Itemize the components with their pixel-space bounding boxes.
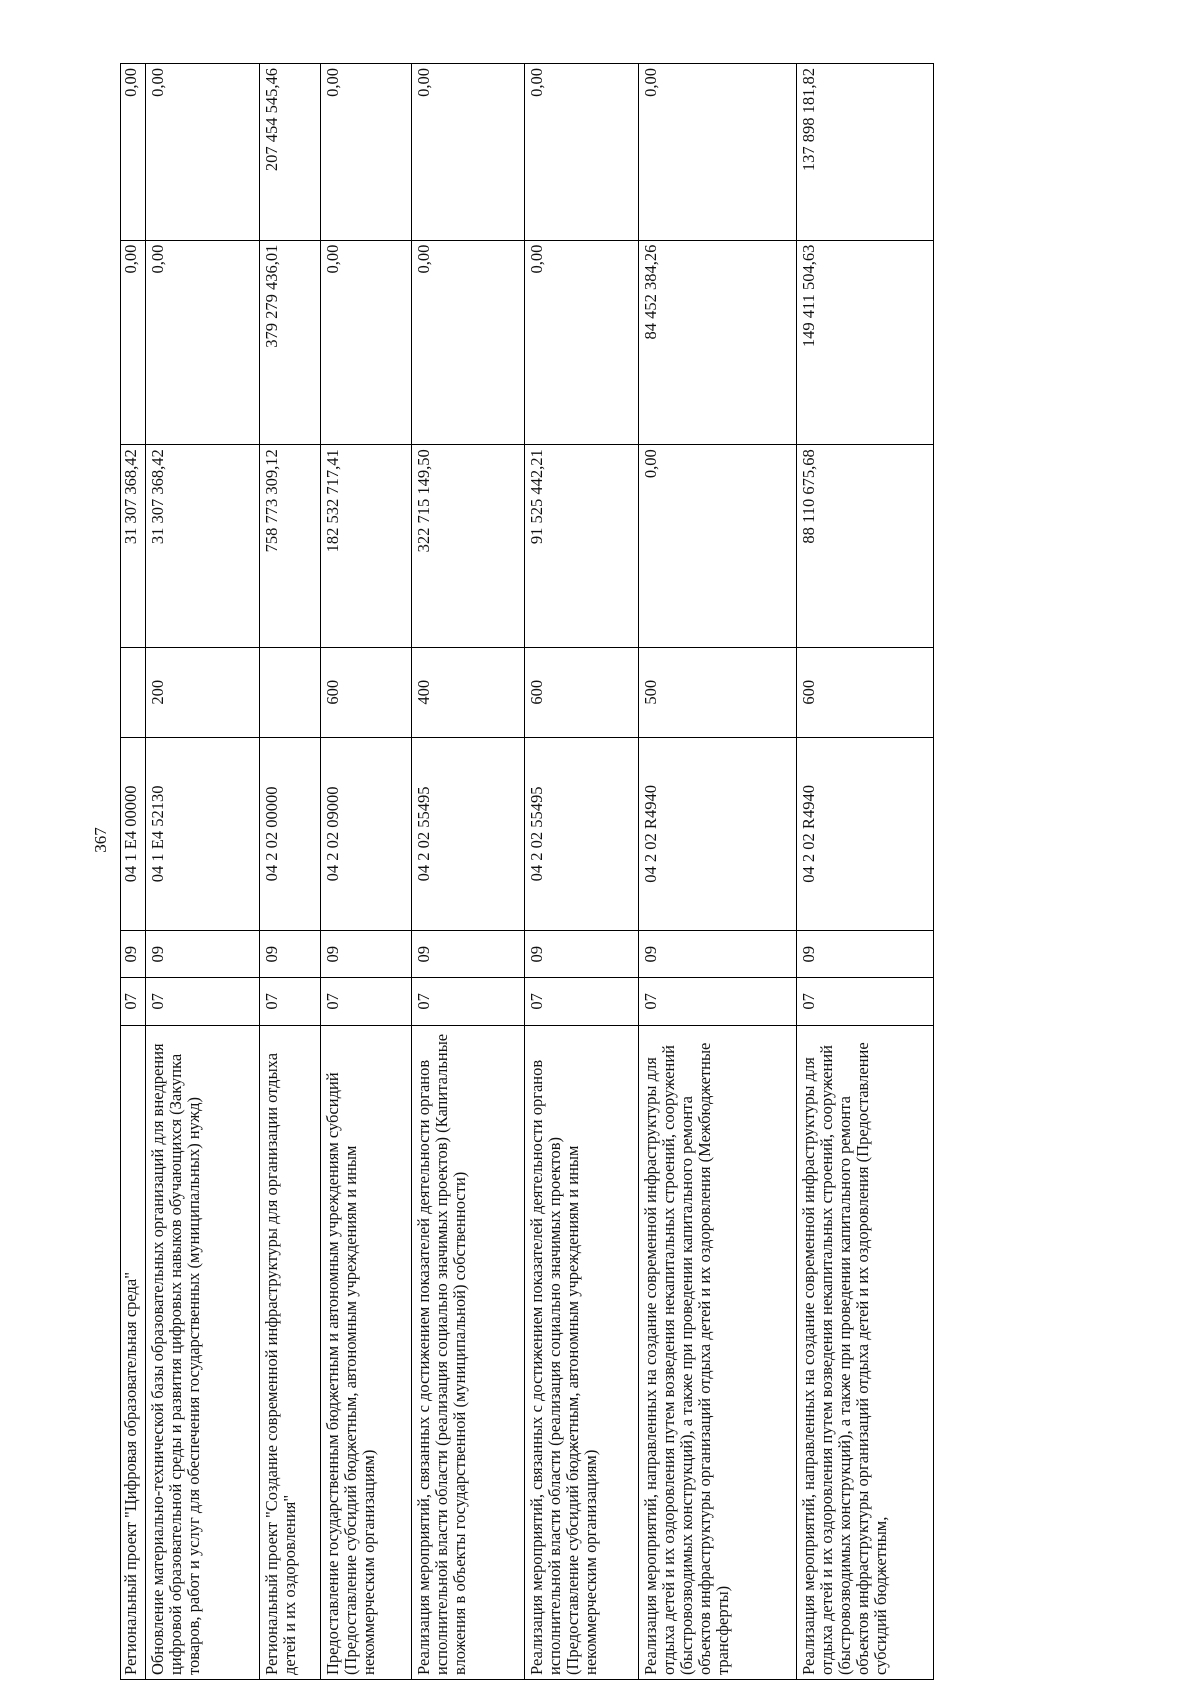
amount-year-2: 0,00 (412, 240, 525, 445)
expense-type-code: 400 (412, 647, 525, 737)
row-description: Реализация мероприятий, направленных на создание современной инфраструктуры для отдыха детей и их оздоровления путем возведения некапитальных строений, сооружений (быстровозводимых конструкций), а также при проведении капитального ремонта объектов инфраструктуры организаций отдыха детей и их оздоровления (Предоставление субсидий бюджетным, (797, 1025, 934, 1679)
target-article-code: 04 2 02 09000 (321, 737, 412, 930)
row-description: Региональный проект "Цифровая образовательная среда" (121, 1025, 146, 1679)
amount-year-1: 31 307 368,42 (121, 445, 146, 647)
subsection-code: 09 (146, 931, 260, 978)
expense-type-code: 500 (639, 647, 797, 737)
amount-year-3: 0,00 (525, 64, 639, 241)
amount-year-2: 0,00 (321, 240, 412, 445)
amount-year-2: 0,00 (146, 240, 260, 445)
table-row (146, 64, 260, 1680)
amount-year-3: 137 898 181,82 (797, 64, 934, 241)
amount-year-3: 0,00 (146, 64, 260, 241)
amount-year-1: 758 773 309,12 (260, 445, 321, 647)
amount-year-1: 182 532 717,41 (321, 445, 412, 647)
subsection-code: 09 (121, 931, 146, 978)
expense-type-code (260, 647, 321, 737)
subsection-code: 09 (525, 931, 639, 978)
section-code: 07 (797, 978, 934, 1025)
row-description: Предоставление государственным бюджетным и автономным учреждениям субсидий (Предоставление субсидий бюджетным, автономным учреждениям и иным некоммерческим организациям) (321, 1025, 412, 1679)
target-article-code: 04 2 02 R4940 (639, 737, 797, 930)
amount-year-1: 91 525 442,21 (525, 445, 639, 647)
amount-year-1: 0,00 (639, 445, 797, 647)
expense-type-code: 600 (797, 647, 934, 737)
table-row (412, 64, 525, 1680)
target-article-code: 04 2 02 00000 (260, 737, 321, 930)
section-code: 07 (639, 978, 797, 1025)
table-row (797, 64, 934, 1680)
table-row (121, 64, 146, 1680)
amount-year-3: 0,00 (121, 64, 146, 241)
amount-year-3: 0,00 (321, 64, 412, 241)
section-code: 07 (260, 978, 321, 1025)
expense-type-code (121, 647, 146, 737)
section-code: 07 (146, 978, 260, 1025)
amount-year-2: 149 411 504,63 (797, 240, 934, 445)
budget-table (120, 63, 934, 1680)
row-description: Реализация мероприятий, связанных с достижением показателей деятельности органов исполнительной власти области (реализация социально значимых проектов) (Капитальные вложения в объекты государственной (муниципальной) собственности) (412, 1025, 525, 1679)
subsection-code: 09 (321, 931, 412, 978)
amount-year-3: 0,00 (412, 64, 525, 241)
amount-year-2: 0,00 (121, 240, 146, 445)
target-article-code: 04 2 02 R4940 (797, 737, 934, 930)
target-article-code: 04 1 E4 52130 (146, 737, 260, 930)
amount-year-3: 207 454 545,46 (260, 64, 321, 241)
section-code: 07 (525, 978, 639, 1025)
amount-year-2: 0,00 (525, 240, 639, 445)
table-row (525, 64, 639, 1680)
amount-year-2: 379 279 436,01 (260, 240, 321, 445)
subsection-code: 09 (797, 931, 934, 978)
table-row (639, 64, 797, 1680)
subsection-code: 09 (639, 931, 797, 978)
target-article-code: 04 1 E4 00000 (121, 737, 146, 930)
expense-type-code: 200 (146, 647, 260, 737)
subsection-code: 09 (260, 931, 321, 978)
table-row (260, 64, 321, 1680)
amount-year-1: 322 715 149,50 (412, 445, 525, 647)
row-description: Обновление материально-технической базы образовательных организаций для внедрения цифровой образовательной среды и развития цифровых навыков обучающихся (Закупка товаров, работ и услуг для обеспечения государственных (муниципальных) нужд) (146, 1025, 260, 1679)
row-description: Реализация мероприятий, направленных на создание современной инфраструктуры для отдыха детей и их оздоровления путем возведения некапитальных строений, сооружений (быстровозводимых конструкций), а также при проведении капитального ремонта объектов инфраструктуры организаций отдыха детей и их оздоровления (Межбюджетные трансферты) (639, 1025, 797, 1679)
amount-year-3: 0,00 (639, 64, 797, 241)
row-description: Региональный проект "Создание современной инфраструктуры для организации отдыха детей и их оздоровления" (260, 1025, 321, 1679)
amount-year-2: 84 452 384,26 (639, 240, 797, 445)
section-code: 07 (121, 978, 146, 1025)
subsection-code: 09 (412, 931, 525, 978)
target-article-code: 04 2 02 55495 (525, 737, 639, 930)
expense-type-code: 600 (525, 647, 639, 737)
row-description: Реализация мероприятий, связанных с достижением показателей деятельности органов исполнительной власти области (реализация социально значимых проектов) (Предоставление субсидий бюджетным, автономным учреждениям и иным некоммерческим организациям) (525, 1025, 639, 1679)
rotated-budget-table-wrapper (120, 63, 980, 1680)
expense-type-code: 600 (321, 647, 412, 737)
amount-year-1: 31 307 368,42 (146, 445, 260, 647)
table-row (321, 64, 412, 1680)
section-code: 07 (412, 978, 525, 1025)
target-article-code: 04 2 02 55495 (412, 737, 525, 930)
page-number: 367 (91, 827, 110, 853)
amount-year-1: 88 110 675,68 (797, 445, 934, 647)
section-code: 07 (321, 978, 412, 1025)
